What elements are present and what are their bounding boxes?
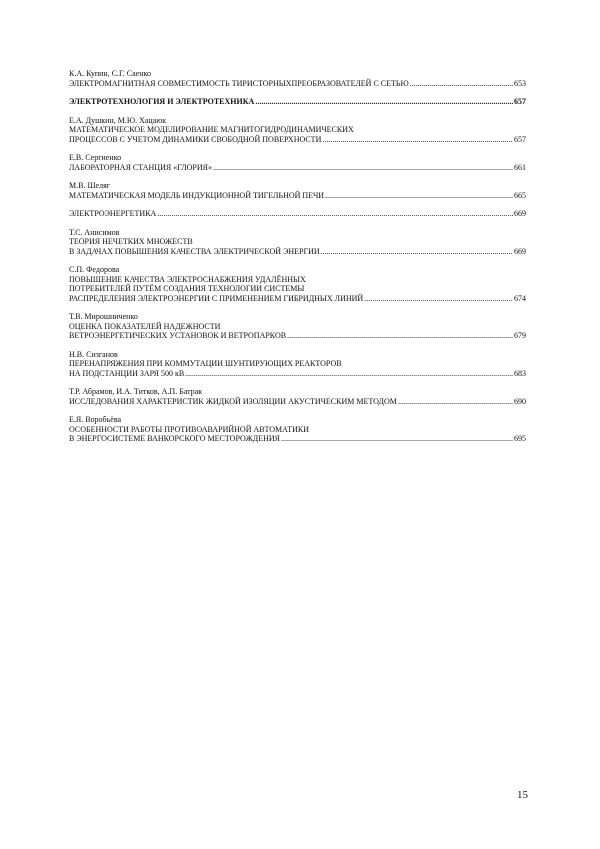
toc-entry-title: В ЭНЕРГОСИСТЕМЕ ВАНКОРСКОГО МЕСТОРОЖДЕНИЯ (69, 434, 280, 443)
toc-entry (69, 116, 526, 145)
toc-entry-title: ПРОЦЕССОВ С УЧЕТОМ ДИНАМИКИ СВОБОДНОЙ ПОВЕРХНОСТИ (69, 134, 322, 144)
toc-entry-authors: Е.А. Душкин, М.Ю. Хацаюк (69, 115, 167, 125)
toc-entry-title: НА ПОДСТАНЦИИ ЗАРЯ 500 кВ (69, 368, 185, 378)
toc-entry-page: 669 (514, 246, 526, 256)
dot-leader (410, 79, 513, 89)
dot-leader (364, 294, 513, 304)
toc-entry-page: 669 (514, 209, 526, 218)
toc-entry (69, 350, 526, 379)
dot-leader (398, 397, 513, 407)
dot-leader (185, 369, 513, 379)
toc-entry-title-line (69, 369, 526, 379)
toc-entry-title-line (69, 163, 526, 173)
toc-entry (69, 228, 526, 257)
toc-entry-title-line (69, 97, 526, 107)
dot-leader (322, 135, 513, 145)
toc-entry-authors: Т.С. Анисимов (69, 227, 120, 237)
toc-entry-title-line (69, 209, 526, 219)
toc-entry (69, 209, 526, 219)
toc-entry-page: 690 (514, 396, 526, 406)
toc-entry-page: 657 (514, 134, 526, 144)
toc-entry-title-line: ПЕРЕНАПРЯЖЕНИЯ ПРИ КОММУТАЦИИ ШУНТИРУЮЩИХ РЕАКТОРОВ (69, 359, 342, 368)
toc-entry-title-line (69, 135, 526, 145)
toc-entry-title: ЭЛЕКТРОТЕХНОЛОГИЯ И ЭЛЕКТРОТЕХНИКА (69, 97, 255, 106)
toc-entry (69, 181, 526, 200)
toc-entry (69, 387, 526, 406)
toc-entry (69, 265, 526, 303)
toc-entry (69, 153, 526, 172)
toc-entry (69, 312, 526, 341)
toc-entry-title: ЛАБОРАТОРНАЯ СТАНЦИЯ «ГЛОРИЯ» (69, 162, 212, 172)
toc-entry-page: 653 (514, 78, 526, 88)
toc-entry (69, 69, 526, 88)
toc-entry-title: ЭЛЕКТРОМАГНИТНАЯ СОВМЕСТИМОСТЬ ТИРИСТОРНЫХПРЕОБРАЗОВАТЕЛЕЙ С СЕТЬЮ (69, 78, 409, 88)
toc-entry-page: 661 (514, 162, 526, 172)
toc-entry-page: 695 (514, 434, 526, 443)
dot-leader (325, 191, 513, 201)
toc-entry-title-line (69, 79, 526, 89)
page-number: 15 (517, 789, 528, 801)
toc-entry-title-line: ТЕОРИЯ НЕЧЕТКИХ МНОЖЕСТВ (69, 237, 193, 246)
toc-entry-title-line: ОЦЕНКА ПОКАЗАТЕЛЕЙ НАДЕЖНОСТИ (69, 321, 221, 331)
toc-entry (69, 415, 526, 444)
toc-entry-title-line (69, 247, 526, 257)
table-of-contents (69, 69, 526, 453)
toc-entry-title-line (69, 191, 526, 201)
toc-entry-authors: С.П. Федорова (69, 265, 120, 274)
toc-entry-title: ЭЛЕКТРОЭНЕРГЕТИКА (69, 209, 157, 218)
toc-entry-authors: Т.Р. Абрамов, И.А. Титков, А.П. Батрак (69, 387, 203, 396)
toc-entry-authors: Т.В. Мирошниченко (69, 312, 138, 321)
toc-entry-title-line (69, 434, 526, 444)
dot-leader (213, 163, 513, 173)
toc-entry-page: 683 (514, 368, 526, 378)
dot-leader (287, 331, 513, 341)
toc-entry-title-line: МАТЕМАТИЧЕСКОЕ МОДЕЛИРОВАНИЕ МАГНИТОГИДРОДИНАМИЧЕСКИХ (69, 125, 354, 134)
toc-entry-authors: М.В. Шеляг (69, 181, 111, 190)
toc-entry-page: 665 (514, 190, 526, 200)
toc-entry-page: 674 (514, 293, 526, 303)
toc-entry-title-line (69, 397, 526, 407)
toc-section-heading (69, 97, 526, 107)
toc-entry-page: 657 (514, 97, 526, 106)
toc-entry-title: ВЕТРОЭНЕРГЕТИЧЕСКИХ УСТАНОВОК И ВЕТРОПАРКОВ (69, 331, 287, 340)
toc-entry-authors: Е.Я. Воробьёва (69, 415, 122, 424)
toc-entry-title: РАСПРЕДЕЛЕНИЯ ЭЛЕКТРОЭНЕРГИИ С ПРИМЕНЕНИЕМ ГИБРИДНЫХ ЛИНИЙ (69, 293, 364, 303)
toc-entry-title: В ЗАДАЧАХ ПОВЫШЕНИЯ КАЧЕСТВА ЭЛЕКТРИЧЕСКОЙ ЭНЕРГИИ (69, 246, 320, 256)
toc-entry-title: ИССЛЕДОВАНИЯ ХАРАКТЕРИСТИК ЖИДКОЙ ИЗОЛЯЦИИ АКУСТИЧЕСКИМ МЕТОДОМ (69, 396, 397, 406)
toc-entry-title-line (69, 294, 526, 304)
dot-leader (157, 209, 513, 219)
toc-entry-title-line: ПОТРЕБИТЕЛЕЙ ПУТЁМ СОЗДАНИЯ ТЕХНОЛОГИИ СИСТЕМЫ (69, 284, 305, 293)
toc-entry-page: 679 (514, 331, 526, 340)
toc-entry-authors: Н.В. Сизганов (69, 349, 118, 359)
dot-leader (281, 434, 513, 444)
toc-entry-title-line: ПОВЫШЕНИЕ КАЧЕСТВА ЭЛЕКТРОСНАБЖЕНИЯ УДАЛЁННЫХ (69, 274, 306, 284)
dot-leader (321, 247, 513, 257)
dot-leader (255, 97, 513, 107)
toc-entry-title-line (69, 331, 526, 341)
toc-entry-authors: К.А. Купин, С.Г. Саенко (69, 69, 151, 78)
toc-entry-title-line: ОСОБЕННОСТИ РАБОТЫ ПРОТИВОАВАРИЙНОЙ АВТОМАТИКИ (69, 424, 310, 434)
toc-entry-authors: Е.В. Сергиенко (69, 153, 122, 162)
toc-entry-title: МАТЕМАТИЧЕСКАЯ МОДЕЛЬ ИНДУКЦИОННОЙ ТИГЕЛЬНОЙ ПЕЧИ (69, 190, 325, 200)
